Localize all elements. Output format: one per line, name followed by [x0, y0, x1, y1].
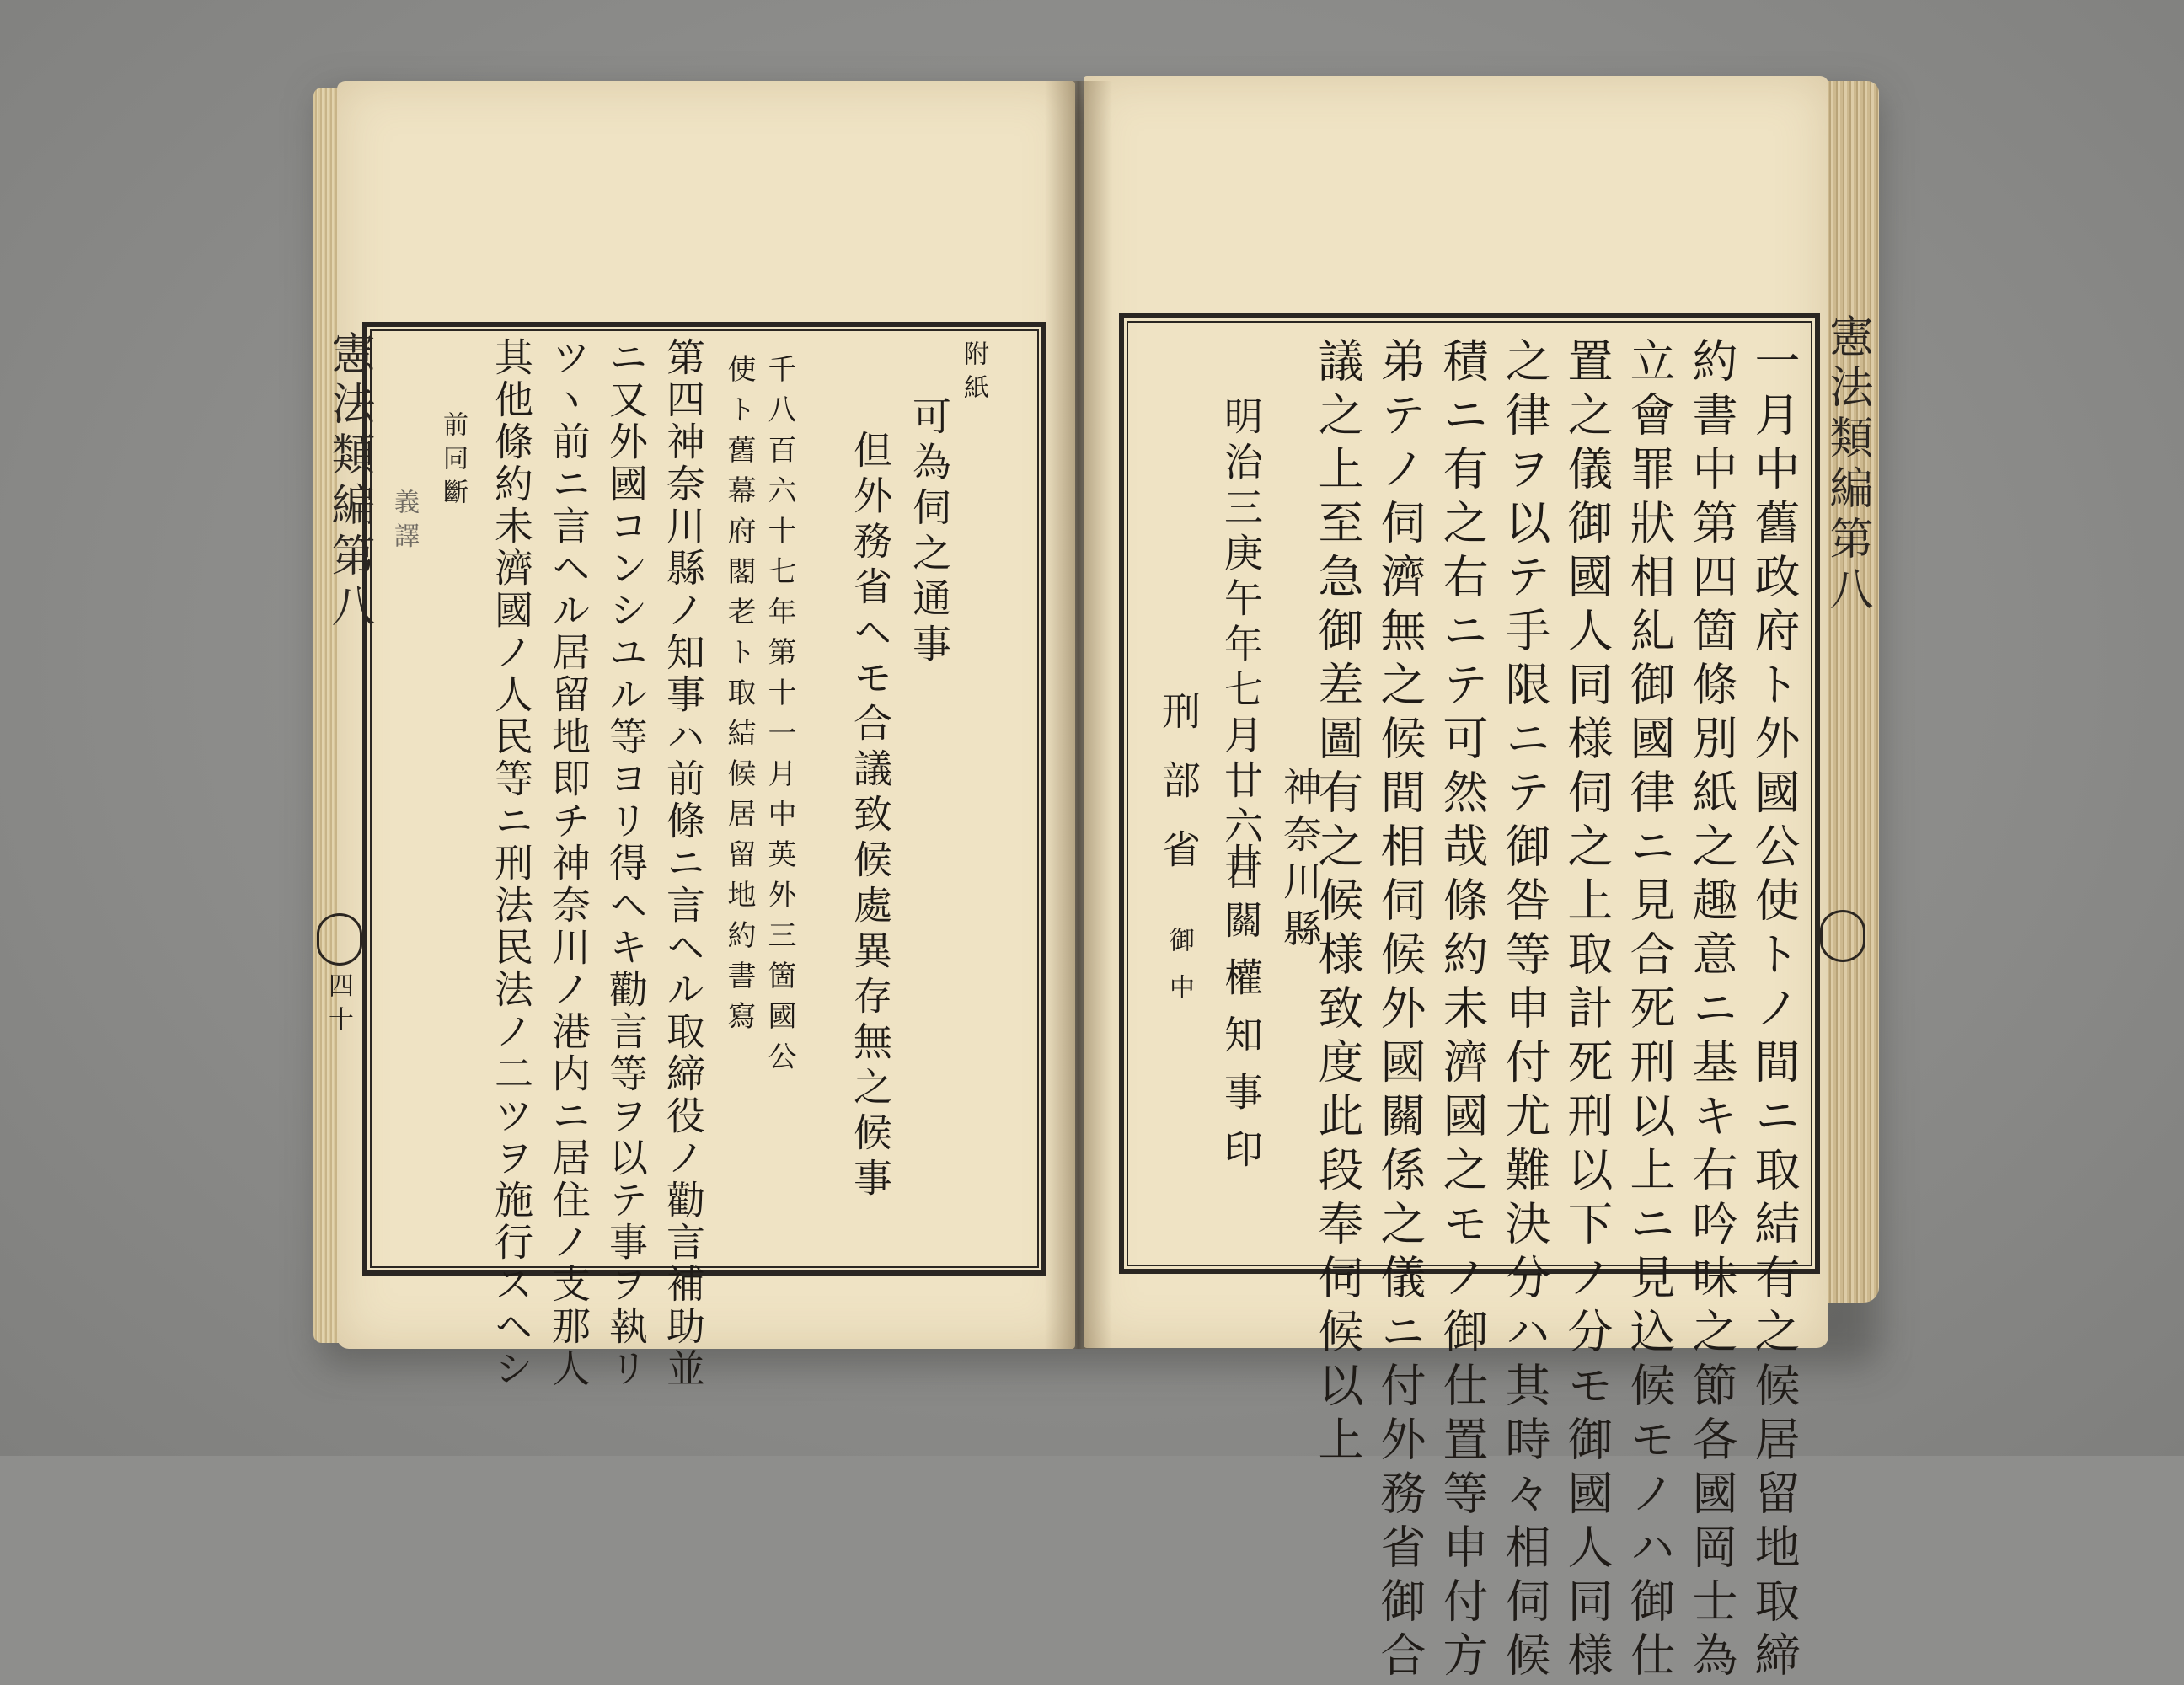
- right-body-column-4: 置之儀御國人同様伺之上取計死刑以下ノ分モ御國人同様: [1560, 337, 1614, 1685]
- translator-note: 義譯: [389, 489, 419, 556]
- source-note: 前同斷: [438, 411, 468, 512]
- prefecture-name: 神奈川縣: [1277, 767, 1323, 955]
- right-body-column-3: 立會罪狀相糺御國律ニ見合死刑以上ニ見込候モノハ御仕: [1623, 337, 1676, 1685]
- right-body-column-2: 約書中第四箇條別紙之趣意ニ基キ右吟味之節各國岡士為: [1685, 337, 1738, 1685]
- book-gutter: [1045, 81, 1112, 1349]
- attachment-label: 附紙: [959, 340, 988, 408]
- article-column-4: 其他條約未濟國ノ人民等ニ刑法民法ノ二ツヲ施行スヘシ: [489, 337, 534, 1390]
- note-column-2: 使ト舊幕府閣老ト取結候居留地約書寫: [722, 354, 756, 1041]
- document-date: 明治三庚午年七月廿六日: [1218, 396, 1264, 896]
- right-body-column-5: 之律ヲ以テ手限ニテ御咎等申付尤難決分ハ其時々相伺候: [1498, 337, 1551, 1685]
- right-body-column-7: 弟テノ伺濟無之候間相伺候外國關係之儀ニ付外務省御合: [1373, 337, 1427, 1685]
- addressee-ministry: 刑部省: [1156, 691, 1202, 898]
- left-page-number: 四十: [324, 972, 353, 1040]
- right-body-column-1: 一月中舊政府ト外國公使トノ間ニ取結有之候居留地取締: [1748, 337, 1801, 1685]
- right-margin-title: 憲法類編第八: [1822, 313, 1872, 617]
- right-page-edges: [1820, 81, 1879, 1303]
- addressee-honorific: 御中: [1164, 927, 1194, 1021]
- article-column-2: ニ又外國コンシユル等ヨリ得ヘキ勸言等ヲ以テ事ヲ執リ: [603, 337, 649, 1390]
- note-column-1: 千八百六十七年第十一月中英外三箇國公: [763, 354, 796, 1082]
- article-column-1: 第四神奈川縣ノ知事ハ前條ニ言ヘル取締役ノ勸言補助並: [661, 337, 706, 1390]
- right-body-column-6: 積ニ有之右ニテ可然哉條約未濟國之モノ御仕置等申付方: [1436, 337, 1489, 1685]
- left-margin-bracket: [317, 913, 362, 966]
- official-signature: 井關權知事印: [1218, 842, 1264, 1186]
- right-margin-bracket: [1820, 910, 1866, 962]
- ruling-body: 但外務省ヘモ合議致候處異存無之候事: [848, 430, 893, 1203]
- article-column-3: ツヽ前ニ言ヘル居留地即チ神奈川ノ港内ニ居住ノ支那人: [546, 337, 592, 1390]
- left-margin-title: 憲法類編第八: [324, 330, 374, 634]
- ruling-title: 可為伺之通事: [907, 396, 952, 669]
- right-body-column-8: 議之上至急御差圖有之候様致度此段奉伺候以上: [1311, 337, 1364, 1469]
